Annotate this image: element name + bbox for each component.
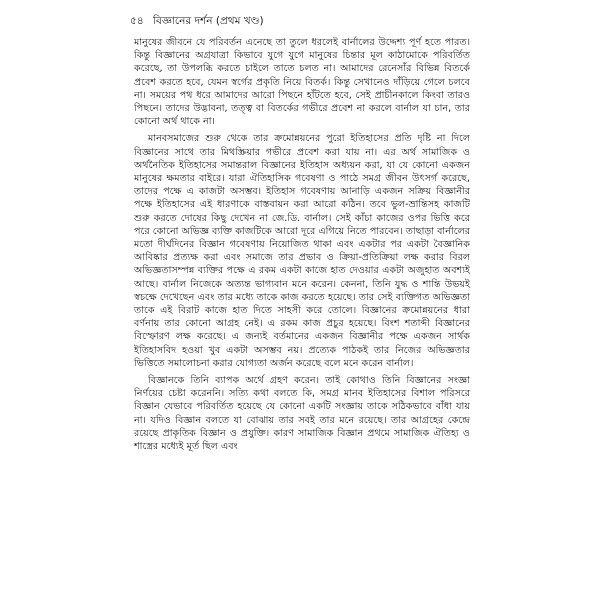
- page-number: ৫৪: [130, 15, 144, 27]
- running-header: [130, 14, 470, 28]
- paragraph-2: মানবসমাজের শুরু থেকে তার ক্রমোন্নয়নের পুরো ইতিহাসের প্রতি দৃষ্টি না দিলে বিজ্ঞানের সাথে তার মিথস্ক্রিয়ার গভীরে প্রবেশ করা যায় না। এর অর্থ সামাজিক ও অর্থনৈতিক ইতিহাসের সমান্তরাল বিজ্ঞানের ইতিহাস অধ্যয়ন করা, যা যে কোনো একজন মানুষের ক্ষমতার বাইরে। যারা ঐতিহাসিক গবেষণা ও পাঠে সমগ্র জীবন উৎসর্গ করেছে, তাদের পক্ষে এ কাজটা অসম্ভব। ইতিহাস গবেষণায় আনাড়ি একজন সক্রিয় বিজ্ঞানীর পক্ষে ইতিহাসের এই ধারণাকে বাস্তবায়ন করা আরো কঠিন। তবে ভুল-ভ্রান্তিসহ কাজটি শুরু করতে দোষের কিছু দেখেন না জে.ডি. বার্নাল। সেই কাঁচা কাজের ওপর ভিত্তি করে পরে কোনো অভিজ্ঞ ব্যক্তি কাজটিকে আরো দূরে এগিয়ে নিতে পারবেন। তাছাড়া বার্নালের মতো দীর্ঘদিনের বিজ্ঞান গবেষণায় নিয়োজিত থাকা এবং একটার পর একটা বৈজ্ঞানিক আবিষ্কার প্রত্যক্ষ করা এবং সমাজে তার প্রভাব ও ক্রিয়া-প্রতিক্রিয়া লক্ষ করার বিরল অভিজ্ঞতাসম্পন্ন ব্যক্তির পক্ষে এ রকম একটা কাজে হাত দেওয়ার একটা অজুহাত অবশ্যই আছে। বার্নাল নিজেকে অত্যন্ত ভাগ্যবান মনে করেন। কেননা, তিনি যুদ্ধ ও শান্তি উভয়ই স্বচক্ষে দেখেছেন এবং তার মধ্যে তাকে কাজ করতে হয়েছে। তার সেই ব্যক্তিগত অভিজ্ঞতা তাকে এই বিরাট কাজে হাত দিতে সাহসী করে তোলে। বিজ্ঞানের ক্রমোন্নয়নের ধারা বর্ণনায় তার কোনো আগ্রহ নেই। এ রকম কাজ প্রচুর হয়েছে। বিংশ শতাব্দী বিজ্ঞানের বিস্ফোরণ লক্ষ করেছে। এ জন্যই বর্তমানের একজন বিজ্ঞানীর পক্ষে একজন সার্থক ইতিহাসবিদ হওয়া খুব একটা অসম্ভব নয়। প্রত্যেক পাঠকই তার নিজের অভিজ্ঞতার ভিত্তিতে সমালোচনা করার যোগ্যতা অর্জন করেছে বলে মনে করেন বার্নাল।: [134, 133, 470, 369]
- paragraph-3: বিজ্ঞানকে তিনি ব্যাপক অর্থে গ্রহণ করেন। তাই কোথাও তিনি বিজ্ঞানের সংজ্ঞা নির্ণয়ের চেষ্টা করেননি। সত্যি কথা বলতে কি, সমগ্র মানব ইতিহাসের বিশাল পরিসরে বিজ্ঞান যেভাবে পরিবর্তিত হয়েছে যে কোনো একটি সংজ্ঞায় তাকে সঠিকভাবে বাঁধা যায় না। যদিও বিজ্ঞান বলতে যা বোঝায় তার সবই তার মনে রয়েছে। তার আগ্রহের কেন্দ্রে রয়েছে প্রাকৃতিক বিজ্ঞান ও প্রযুক্তি। কারণ সামাজিক বিজ্ঞান প্রথমে সামাজিক ঐতিহ্য ও শাস্ত্রের মধ্যেই মূর্ত ছিল এবং: [134, 375, 470, 453]
- paragraph-1: মানুষের জীবনে যে পরিবর্তন এনেছে তা তুলে ধরলেই বার্নালের উদ্দেশ্য পূর্ণ হতে পারত। কিন্তু বিজ্ঞানের অগ্রযাত্রা কিভাবে যুগে যুগে মানুষের চিন্তার মূল কাঠামোকে পরিবর্তিত করেছে, তা উপলব্ধি করতে চাইলে তাতে চলত না। আমাদের রেনেসাঁর বিভিন্ন বিতর্কে প্রবেশ করতে হবে, যেমন স্বর্গের প্রকৃতি নিয়ে বিতর্ক। কিন্তু সেখানেও দাঁড়িয়ে গেলে চলবে না। সময়ের পথ ধরে আমাদের আরো পিছনে হাঁটতে হবে, সেই প্রাচীনকালে কিংবা তারও পিছনে। তাদের উদ্ভাবনা, তত্ত্ব বা বিতর্কের গভীরে প্রবেশ না করলে বার্নাল যা চান, তার কোনো অর্থ থাকে না।: [134, 37, 470, 128]
- running-title: বিজ্ঞানের দর্শন (প্রথম খণ্ড): [152, 15, 264, 27]
